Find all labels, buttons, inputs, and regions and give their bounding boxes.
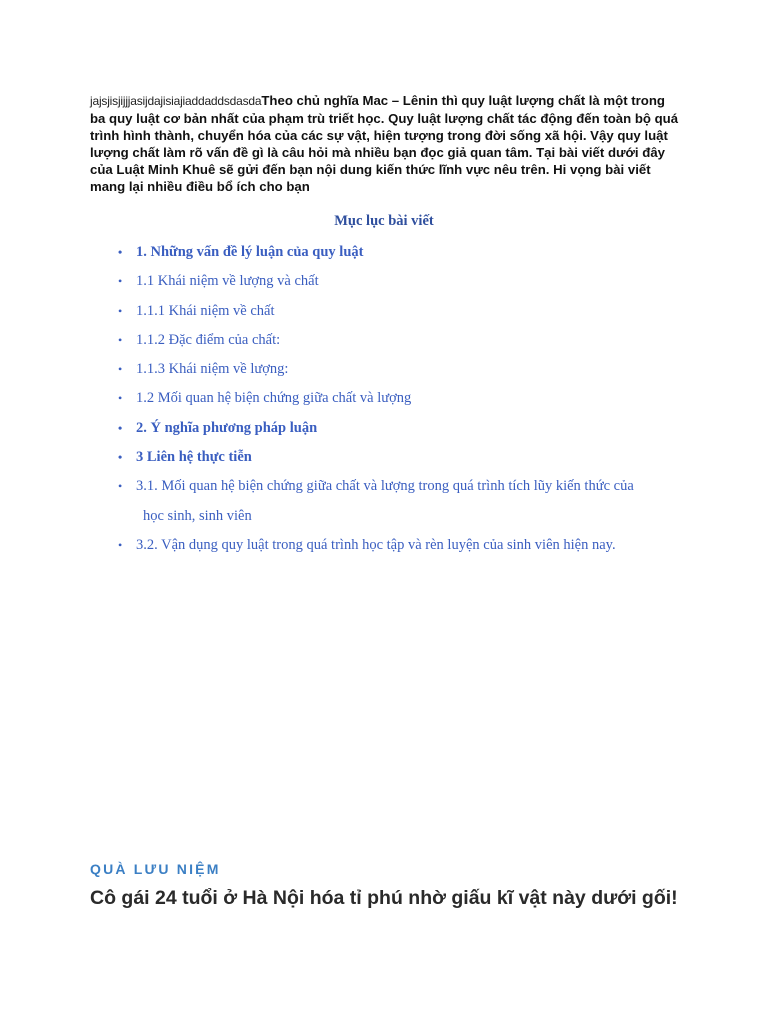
toc-item-label[interactable]: 1. Những vấn đề lý luận của quy luật xyxy=(136,244,364,260)
bullet-icon: • xyxy=(118,420,123,435)
toc-item-label[interactable]: 1.2 Mối quan hệ biện chứng giữa chất và lượng xyxy=(136,390,412,407)
toc-item-label[interactable]: 1.1.2 Đặc điểm của chất: xyxy=(136,331,281,348)
toc-item[interactable] xyxy=(118,384,678,413)
bullet-icon: • xyxy=(118,479,123,494)
toc-item[interactable] xyxy=(118,443,678,472)
table-of-contents xyxy=(118,238,678,560)
toc-title: Mục lục bài viết xyxy=(334,213,434,229)
bullet-icon: • xyxy=(118,450,123,465)
toc-item[interactable] xyxy=(118,355,678,384)
bullet-icon: • xyxy=(118,274,123,289)
toc-item-label[interactable]: 2. Ý nghĩa phương pháp luận xyxy=(136,419,318,436)
toc-item[interactable] xyxy=(118,267,678,296)
bullet-icon: • xyxy=(118,391,123,406)
bullet-icon: • xyxy=(118,537,123,552)
toc-item-label[interactable]: 3 Liên hệ thực tiễn xyxy=(136,449,252,466)
toc-item[interactable] xyxy=(118,472,678,531)
toc-item[interactable] xyxy=(118,531,678,560)
bullet-icon: • xyxy=(118,303,123,318)
toc-item[interactable] xyxy=(118,238,678,267)
toc-item[interactable] xyxy=(118,414,678,443)
toc-item[interactable] xyxy=(118,326,678,355)
intro-paragraph xyxy=(90,92,680,195)
intro-prefix: jajsjisjijjjasijdajisiajiaddaddsdasda xyxy=(90,94,262,108)
toc-item-label[interactable]: 3.1. Mối quan hệ biện chứng giữa chất và lượng trong quá trình tích lũy kiến thức của xyxy=(136,478,634,495)
toc-item-label[interactable]: 1.1.1 Khái niệm về chất xyxy=(136,302,275,319)
toc-item-label[interactable]: 1.1 Khái niệm về lượng và chất xyxy=(136,273,319,290)
category-label[interactable]: QUÀ LƯU NIỆM xyxy=(90,861,221,877)
toc-item[interactable] xyxy=(118,297,678,326)
bullet-icon: • xyxy=(118,332,123,347)
bullet-icon: • xyxy=(118,245,123,259)
toc-item-label[interactable]: 1.1.3 Khái niệm về lượng: xyxy=(136,361,289,378)
toc-item-label[interactable]: 3.2. Vận dụng quy luật trong quá trình học tập và rèn luyện của sinh viên hiện nay. xyxy=(136,536,616,553)
bullet-icon: • xyxy=(118,362,123,377)
toc-item-label-continued[interactable]: học sinh, sinh viên xyxy=(143,507,252,524)
promo-headline[interactable]: Cô gái 24 tuổi ở Hà Nội hóa tỉ phú nhờ giấu kĩ vật này dưới gối! xyxy=(90,887,678,909)
intro-body: Theo chủ nghĩa Mac – Lênin thì quy luật lượng chất là một trong ba quy luật cơ bản nhất của phạm trù triết học. Quy luật lượng chất tác động đến toàn bộ quá trình hình thành, chuyển hóa của các sự vật, hiện tượng trong đời sống xã hội. Vậy quy luật lượng chất làm rõ vấn đề gì là câu hỏi mà nhiều bạn đọc giả quan tâm. Tại bài viết dưới đây của Luật Minh Khuê sẽ gửi đến bạn nội dung kiến thức lĩnh vực nêu trên. Hi vọng bài viết mang lại nhiều điều bổ ích cho bạn xyxy=(90,93,679,194)
